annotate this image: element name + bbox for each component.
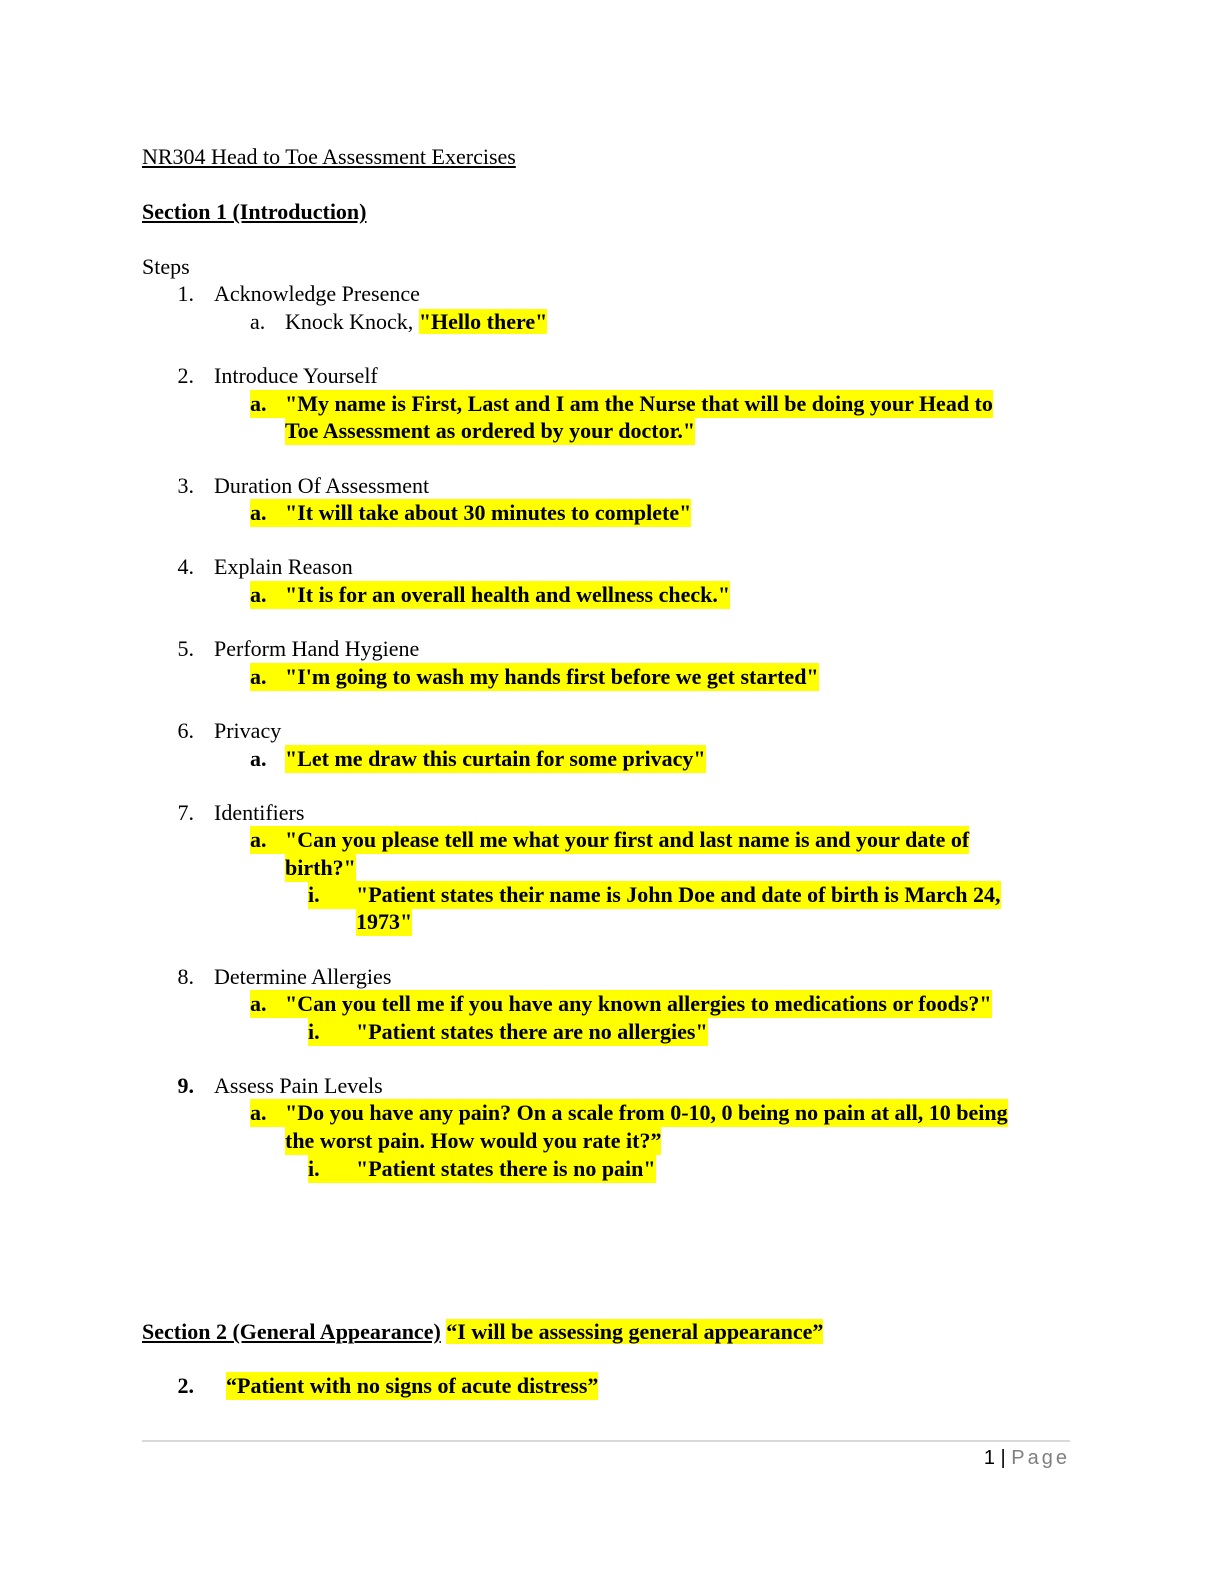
sub-marker: a. <box>250 499 285 527</box>
step-number: 9. <box>177 1073 194 1098</box>
subsub-marker: i. <box>308 1155 356 1183</box>
step-number: 6. <box>177 718 194 743</box>
step-label: Identifiers <box>214 800 305 825</box>
step-number: 7. <box>177 800 194 825</box>
page-label: Page <box>1011 1447 1070 1469</box>
section-2-heading-row <box>142 1318 823 1346</box>
footer-separator: | <box>994 1447 1012 1469</box>
sub-text-line-1: "Can you please tell me what your first and last name is and your date of <box>285 827 970 852</box>
step-number: 3. <box>177 473 194 498</box>
sub-text-line-1: "It will take about 30 minutes to complete" <box>285 500 692 525</box>
step-label: Perform Hand Hygiene <box>214 636 420 661</box>
step-number: 1. <box>177 281 194 306</box>
sub-text: Knock Knock, "Hello there" <box>285 309 548 334</box>
sub-text-line-2: birth?" <box>285 855 356 880</box>
section-2-item-text: “Patient with no signs of acute distress” <box>226 1373 599 1398</box>
step-label: Duration Of Assessment <box>214 473 430 498</box>
subsub-text-line-2: 1973" <box>356 909 413 934</box>
sub-marker: a. <box>250 663 285 691</box>
footer-divider <box>142 1440 1070 1442</box>
step-number: 2. <box>177 363 194 388</box>
sub-text-line-1: "Let me draw this curtain for some privacy" <box>285 746 706 771</box>
sub-text-line-2: the worst pain. How would you rate it?” <box>285 1128 662 1153</box>
step-number: 5. <box>177 636 194 661</box>
highlighted-quote: "Hello there" <box>418 309 548 334</box>
sub-text-line-2: Toe Assessment as ordered by your doctor." <box>285 418 696 443</box>
sub-marker: a. <box>250 826 285 854</box>
sub-marker: a. <box>250 746 267 771</box>
subsub-text-line-1: "Patient states there is no pain" <box>356 1156 656 1181</box>
section-2-item-number: 2. <box>177 1373 194 1398</box>
subsub-marker: i. <box>308 1018 356 1046</box>
step-number: 8. <box>177 964 194 989</box>
section-2-quote: “I will be assessing general appearance” <box>446 1319 824 1344</box>
sub-text-line-1: "Can you tell me if you have any known allergies to medications or foods?" <box>285 991 992 1016</box>
sub-text-line-1: "It is for an overall health and wellness check." <box>285 582 731 607</box>
subsub-marker: i. <box>308 881 356 909</box>
section-2-heading: Section 2 (General Appearance) <box>142 1319 441 1344</box>
subsub-text-line-1: "Patient states there are no allergies" <box>356 1019 708 1044</box>
step-label: Acknowledge Presence <box>214 281 420 306</box>
page-number: 1 <box>983 1447 995 1469</box>
step-number: 4. <box>177 554 194 579</box>
sub-text-line-1: "Do you have any pain? On a scale from 0-10, 0 being no pain at all, 10 being <box>285 1100 1008 1125</box>
sub-marker: a. <box>250 390 285 418</box>
step-label: Introduce Yourself <box>214 363 378 388</box>
steps-label: Steps <box>142 254 190 279</box>
step-label: Explain Reason <box>214 554 353 579</box>
step-label: Determine Allergies <box>214 964 392 989</box>
section-1-heading: Section 1 (Introduction) <box>142 199 367 224</box>
sub-marker: a. <box>250 309 266 334</box>
sub-marker: a. <box>250 1099 285 1127</box>
page-footer <box>984 1444 1070 1472</box>
sub-marker: a. <box>250 581 285 609</box>
sub-text-line-1: "I'm going to wash my hands first before we get started" <box>285 664 819 689</box>
subsub-text-line-1: "Patient states their name is John Doe and date of birth is March 24, <box>356 882 1001 907</box>
step-label: Assess Pain Levels <box>214 1073 383 1098</box>
document-title: NR304 Head to Toe Assessment Exercises <box>142 144 516 169</box>
step-label: Privacy <box>214 718 282 743</box>
sub-text-line-1: "My name is First, Last and I am the Nurse that will be doing your Head to <box>285 391 993 416</box>
sub-marker: a. <box>250 990 285 1018</box>
